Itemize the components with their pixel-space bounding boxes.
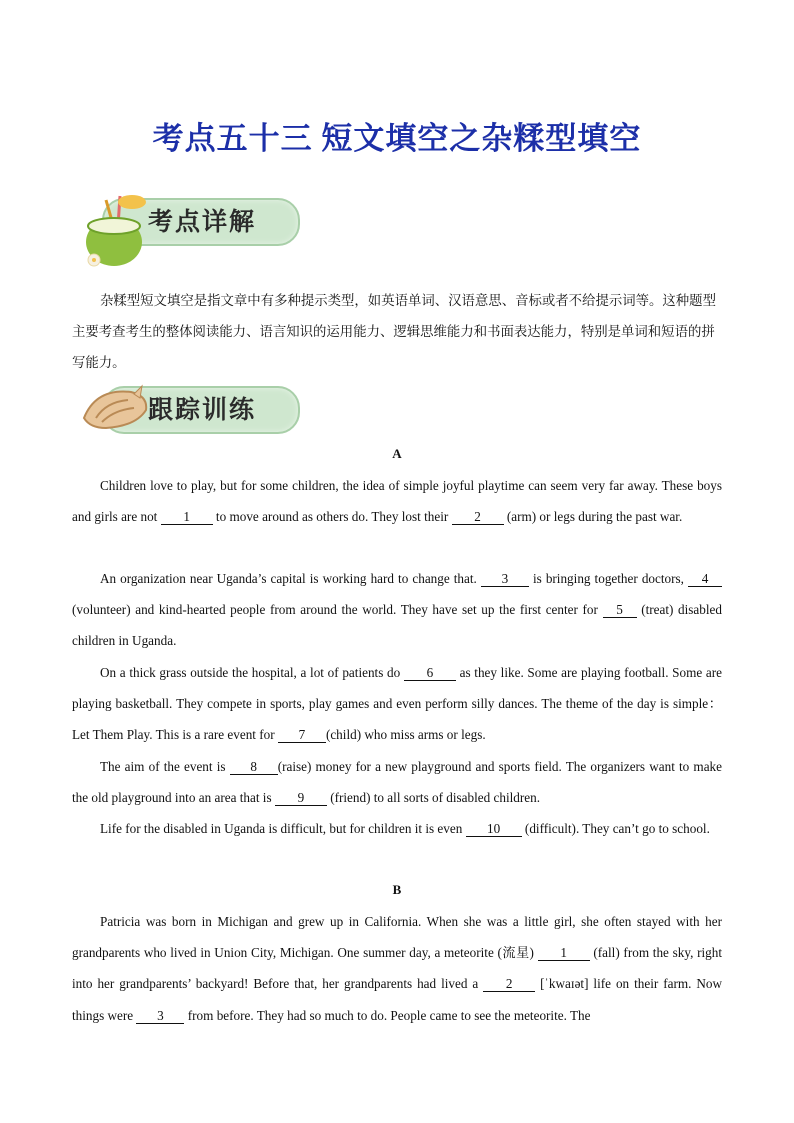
text: On a thick grass outside the hospital, a lot of patients do [100,665,404,680]
text: Children love to play, but for some children, the idea of simple joyful playtime can seem very far away. These boys and girls are not [72,478,722,525]
text: Patricia was born in Michigan and grew up in California. When she was a little girl, she often stayed with her grandparents who lived in Union City, Michigan. One summer day, a meteorite (流星) [72,914,722,961]
blank-a4: 4 [688,572,722,587]
page-title: 考点五十三 短文填空之杂糅型填空 [152,121,642,156]
blank-a10: 10 [466,822,522,837]
text: (difficult). They can’t go to school. [521,821,710,836]
blank-b2: 2 [483,977,535,992]
conch-shell-icon [76,378,156,438]
blank-b3: 3 [136,1009,184,1024]
passage-a-paragraph-3 [72,657,722,751]
text: The aim of the event is [100,759,230,774]
text: Life for the disabled in Uganda is difficult, but for children it is even [100,821,466,836]
blank-b1: 1 [538,946,590,961]
section-banner-detail [76,190,296,248]
blank-a2: 2 [452,510,504,525]
text: is bringing together doctors, [528,571,688,586]
text: to move around as others do. They lost their [212,509,452,525]
section-letter-b: B [392,882,402,897]
text: (friend) to all sorts of disabled children. [326,790,541,806]
text: An organization near Uganda’s capital is working hard to change that. [100,571,481,586]
passage-a-paragraph-5 [72,813,722,844]
blank-a3: 3 [481,572,529,587]
blank-a6: 6 [404,666,456,681]
blank-a8: 8 [230,760,278,775]
text: (raise) money for a new playground and sports field. The organizers want to make the old playground into an area that is [72,759,722,806]
passage-a-paragraph-2 [72,563,722,657]
text: (volunteer) and kind-hearted people from around the world. They have set up the first center for [72,602,603,618]
passage-a-paragraph-4 [72,751,722,813]
text: (arm) or legs during the past war. [503,509,683,525]
blank-a7: 7 [278,728,326,743]
banner-label: 跟踪训练 [148,395,257,424]
blank-a5: 5 [603,603,637,618]
passage-a-paragraph-1 [72,470,722,532]
text: as they like. Some are playing football. Some are playing basketball. They compete in sports, play games and even perform silly dances. The theme of the day is simple：Let Them Play. This is a rare event for [72,665,723,743]
text: (treat) disabled children in Uganda. [72,602,722,649]
section-banner-practice [76,378,296,436]
intro-paragraph: 杂糅型短文填空是指文章中有多种提示类型，如英语单词、汉语意思、音标或者不给提示词等。这种题型主要考查考生的整体阅读能力、语言知识的运用能力、逻辑思维能力和书面表达能力，特别是单词和短语的拼写能力。 [72,294,716,371]
banner-label: 考点详解 [148,207,257,236]
text: [ˈkwaɪət] life on their farm. Now things were [72,976,722,1023]
blank-a9: 9 [275,791,327,806]
coconut-drink-icon [76,190,156,270]
text: (child) who miss arms or legs. [325,727,486,743]
text: from before. They had so much to do. People came to see the meteorite. The [184,1007,591,1023]
text: (fall) from the sky, right into her grandparents’ backyard! Before that, her grandparents had lived a [72,945,722,992]
passage-b-paragraph-1 [72,906,722,1031]
section-letter-a: A [392,446,402,461]
blank-a1: 1 [161,510,213,525]
